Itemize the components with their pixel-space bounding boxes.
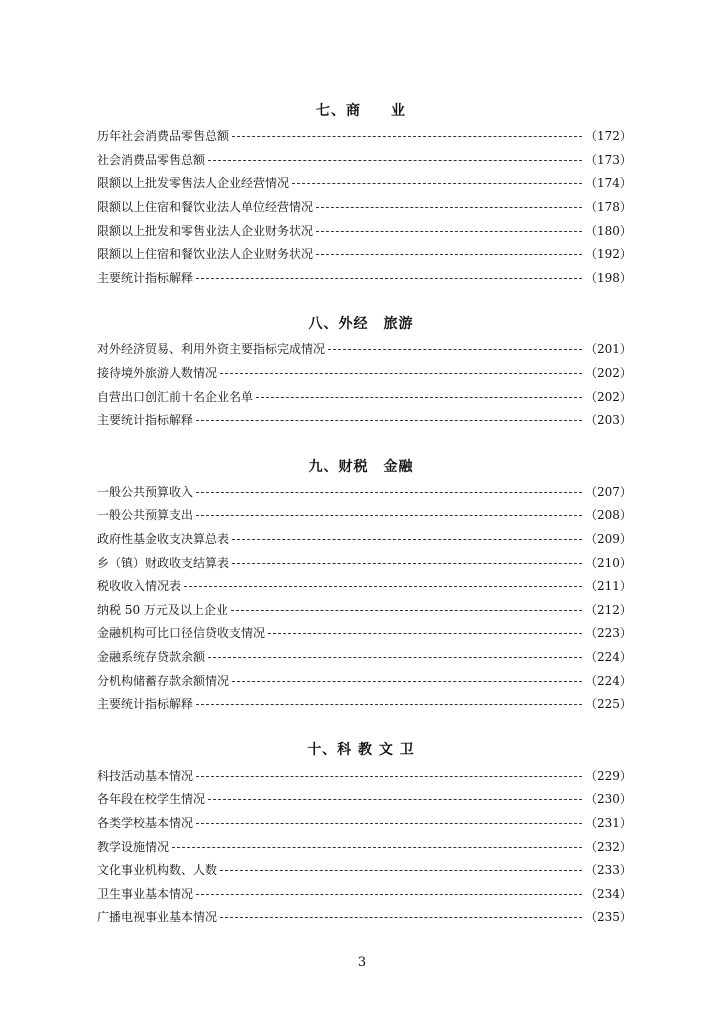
toc-entry[interactable] (97, 266, 632, 290)
page-number: 3 (357, 955, 367, 970)
toc-entry[interactable] (97, 834, 632, 858)
toc-entry[interactable] (97, 503, 632, 527)
toc-entry-page: （235） (585, 910, 632, 925)
dot-leader (220, 870, 582, 871)
toc-entry-title: 主要统计指标解释 (97, 270, 194, 285)
dot-leader (196, 894, 582, 895)
toc-entry[interactable] (97, 598, 632, 622)
toc-entry-page: （209） (585, 532, 632, 547)
toc-entry[interactable] (97, 550, 632, 574)
toc-entry[interactable] (97, 621, 632, 645)
section-title: 七、商 业 (316, 103, 406, 119)
toc-entry-title: 各类学校基本情况 (97, 815, 194, 830)
toc-entry-page: （207） (585, 484, 632, 499)
dot-leader (220, 373, 582, 374)
dot-leader (196, 704, 582, 705)
toc-entry[interactable] (97, 218, 632, 242)
toc-entry-page: （172） (585, 129, 632, 144)
section-gap (97, 432, 625, 454)
dot-leader (208, 657, 582, 658)
toc-entry-title: 文化事业机构数、人数 (97, 863, 218, 878)
toc-entry-title: 教学设施情况 (97, 839, 170, 854)
toc-entry[interactable] (97, 574, 632, 598)
dot-leader (316, 231, 582, 232)
toc-entry-title: 历年社会消费品零售总额 (97, 129, 230, 144)
section-title: 八、外经 旅游 (308, 316, 414, 333)
dot-leader (231, 610, 582, 611)
toc-entry-page: （230） (585, 792, 632, 807)
toc-entry-title: 限额以上住宿和餐饮业法人企业财务状况 (97, 247, 314, 262)
toc-entry-title: 广播电视事业基本情况 (97, 910, 218, 925)
dot-leader (220, 917, 582, 918)
toc-entry-page: （202） (585, 366, 632, 381)
toc-entry[interactable] (97, 905, 632, 929)
toc-entry[interactable] (97, 763, 632, 787)
section-title: 九、财税 金融 (308, 458, 414, 475)
toc-entry-page: （231） (585, 815, 632, 830)
toc-entry-title: 税收收入情况表 (97, 579, 182, 594)
toc-entry-page: （174） (585, 176, 632, 191)
toc-entry[interactable] (97, 408, 632, 432)
toc-entry-page: （223） (585, 626, 632, 641)
section-gap (97, 715, 625, 737)
dot-leader (208, 799, 582, 800)
toc-entry-title: 限额以上批发和零售业法人企业财务状况 (97, 223, 314, 238)
toc-entry[interactable] (97, 361, 632, 385)
toc-entry-page: （233） (585, 863, 632, 878)
toc-entry-page: （212） (585, 602, 632, 617)
dot-leader (268, 633, 582, 634)
toc-entry-title: 金融机构可比口径信贷收支情况 (97, 626, 266, 641)
toc-entry[interactable] (97, 787, 632, 811)
toc-entry-title: 纳税 50 万元及以上企业 (97, 602, 228, 617)
toc-entry[interactable] (97, 337, 632, 361)
dot-leader (256, 397, 582, 398)
toc-entry-page: （203） (585, 413, 632, 428)
toc-entry-title: 乡（镇）财政收支结算表 (97, 555, 230, 570)
toc-entry-page: （178） (585, 200, 632, 215)
dot-leader (328, 349, 582, 350)
toc-entry-page: （201） (585, 342, 632, 357)
toc-entry-page: （224） (585, 649, 632, 664)
toc-entry-page: （180） (585, 223, 632, 238)
toc-entry[interactable] (97, 242, 632, 266)
toc-entry-page: （198） (585, 270, 632, 285)
dot-leader (232, 136, 582, 137)
dot-leader (316, 207, 582, 208)
dot-leader (196, 515, 582, 516)
toc-entry-page: （208） (585, 508, 632, 523)
toc-entry-title: 一般公共预算支出 (97, 508, 194, 523)
toc-entry[interactable] (97, 480, 632, 504)
toc-entry-page: （173） (585, 152, 632, 167)
toc-entry-page: （192） (585, 247, 632, 262)
toc-entry-title: 主要统计指标解释 (97, 697, 194, 712)
toc-entry-title: 分机构储蓄存款余额情况 (97, 673, 230, 688)
dot-leader (316, 254, 582, 255)
toc-entry[interactable] (97, 527, 632, 551)
toc-entry-page: （224） (585, 673, 632, 688)
dot-leader (196, 823, 582, 824)
toc-entry[interactable] (97, 881, 632, 905)
toc-entry-title: 自营出口创汇前十名企业名单 (97, 389, 254, 404)
toc-entry[interactable] (97, 858, 632, 882)
toc-entry-title: 卫生事业基本情况 (97, 886, 194, 901)
toc-entry-page: （225） (585, 697, 632, 712)
toc-entry-title: 限额以上批发零售法人企业经营情况 (97, 176, 290, 191)
dot-leader (208, 160, 582, 161)
dot-leader (196, 776, 582, 777)
toc-entry-title: 政府性基金收支决算总表 (97, 532, 230, 547)
toc-entry[interactable] (97, 195, 632, 219)
toc-entry[interactable] (97, 645, 632, 669)
dot-leader (172, 847, 582, 848)
toc-entry[interactable] (97, 811, 632, 835)
toc-entry-title: 各年段在校学生情况 (97, 792, 206, 807)
toc-entry-title: 对外经济贸易、利用外资主要指标完成情况 (97, 342, 326, 357)
toc-entry-page: （232） (585, 839, 632, 854)
dot-leader (196, 278, 582, 279)
toc-entry-title: 科技活动基本情况 (97, 768, 194, 783)
toc-entry-title: 限额以上住宿和餐饮业法人单位经营情况 (97, 200, 314, 215)
toc-entry-page: （234） (585, 886, 632, 901)
dot-leader (232, 681, 582, 682)
toc-entry[interactable] (97, 148, 632, 172)
dot-leader (184, 586, 582, 587)
section-title: 十、科 教 文 卫 (307, 742, 415, 759)
toc-entry-page: （210） (585, 555, 632, 570)
dot-leader (292, 183, 582, 184)
toc-entry-title: 金融系统存贷款余额 (97, 649, 206, 664)
toc-entry[interactable] (97, 171, 632, 195)
toc-entry[interactable] (97, 668, 632, 692)
dot-leader (196, 492, 582, 493)
table-of-contents (97, 98, 632, 929)
dot-leader (196, 420, 582, 421)
toc-entry-page: （202） (585, 389, 632, 404)
toc-entry-title: 主要统计指标解释 (97, 413, 194, 428)
dot-leader (232, 563, 582, 564)
toc-entry[interactable] (97, 124, 632, 148)
toc-entry-title: 社会消费品零售总额 (97, 152, 206, 167)
dot-leader (232, 539, 582, 540)
toc-entry[interactable] (97, 384, 632, 408)
section-gap (97, 289, 625, 311)
toc-entry-title: 接待境外旅游人数情况 (97, 366, 218, 381)
toc-entry-page: （211） (585, 579, 632, 594)
toc-entry-title: 一般公共预算收入 (97, 484, 194, 499)
toc-entry[interactable] (97, 692, 632, 716)
toc-entry-page: （229） (585, 768, 632, 783)
